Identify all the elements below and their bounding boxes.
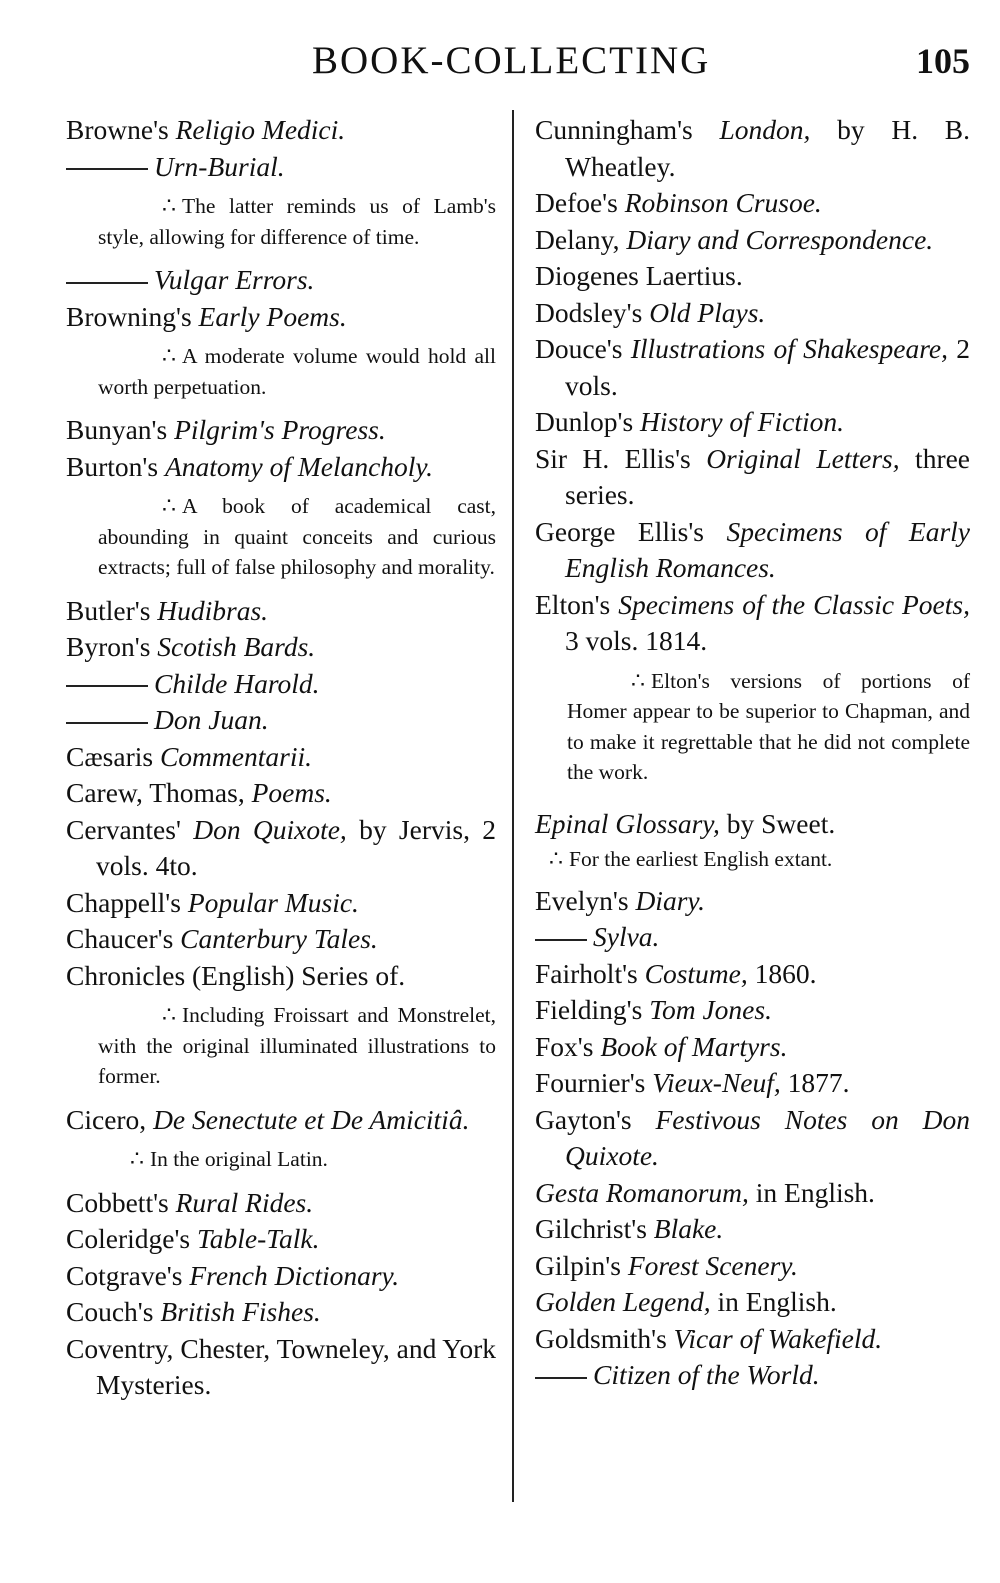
list-item: Golden Legend, in English.: [535, 1286, 837, 1317]
list-item: Sir H. Ellis's Original Letters, three series.: [535, 442, 971, 510]
left-column: [66, 112, 496, 1404]
list-item: Sylva.: [535, 919, 970, 956]
list-item: Chronicles (English) Series of.: [66, 959, 406, 991]
ditto-dash: [535, 939, 587, 941]
list-item: Burton's Anatomy of Melancholy.: [66, 450, 433, 482]
annotation-note: ∴ A book of academical cast, abounding in quaint conceits and curious extracts; full of false philosophy and morality.: [98, 493, 496, 579]
ditto-dash: [66, 168, 148, 170]
list-item: Browne's Religio Medici.: [66, 114, 346, 145]
list-item: Urn-Burial.: [66, 149, 496, 186]
list-item: Elton's Specimens of the Classic Poets, 3 vols. 1814.: [535, 588, 970, 656]
list-item: Childe Harold.: [66, 666, 496, 703]
list-item: Coventry, Chester, Towneley, and York Mysteries.: [66, 1332, 496, 1400]
list-item: Fournier's Vieux-Neuf, 1877.: [535, 1067, 850, 1098]
list-item: Dodsley's Old Plays.: [535, 296, 766, 328]
list-item: Epinal Glossary, by Sweet.: [535, 807, 836, 839]
right-column: [535, 112, 970, 1394]
list-item: Chappell's Popular Music.: [66, 886, 359, 918]
list-item: Butler's Hudibras.: [66, 594, 269, 626]
list-item: Browning's Early Poems.: [66, 300, 347, 332]
list-item: Chaucer's Canterbury Tales.: [66, 923, 378, 954]
list-item: Fielding's Tom Jones.: [535, 994, 772, 1025]
list-item: Couch's British Fishes.: [66, 1296, 321, 1327]
ditto-dash: [66, 282, 148, 284]
therefore-icon: ∴: [162, 493, 176, 518]
list-item: Douce's Illustrations of Shakespeare, 2 vols.: [535, 333, 970, 401]
list-item: Byron's Scotish Bards.: [66, 631, 316, 662]
list-item: Cæsaris Commentarii.: [66, 740, 312, 772]
ditto-dash: [66, 722, 148, 724]
list-item: Goldsmith's Vicar of Wakefield.: [535, 1322, 883, 1354]
list-item: Delany, Diary and Correspondence.: [535, 223, 934, 255]
annotation-note: ∴ The latter reminds us of Lamb's style, allowing for difference of time.: [98, 193, 496, 249]
therefore-icon: ∴: [549, 846, 563, 871]
list-item: Gilpin's Forest Scenery.: [535, 1249, 798, 1281]
list-item: Carew, Thomas, Poems.: [66, 777, 332, 808]
list-item: Evelyn's Diary.: [535, 884, 705, 916]
list-item: Cunningham's London, by H. B. Wheatley.: [535, 114, 970, 182]
list-item: Cervantes' Don Quixote, by Jervis, 2 vols. 4to.: [66, 813, 496, 881]
annotation-note: ∴ Including Froissart and Monstrelet, with the original illuminated illustrations to former.: [98, 1002, 496, 1088]
list-item: Citizen of the World.: [535, 1357, 970, 1394]
running-title: BOOK-COLLECTING: [312, 39, 711, 82]
list-item: Don Juan.: [66, 702, 496, 739]
list-item: George Ellis's Specimens of Early English Romances.: [535, 515, 971, 583]
list-item: Gilchrist's Blake.: [535, 1213, 724, 1244]
list-item: Coleridge's Table-Talk.: [66, 1223, 320, 1254]
ditto-dash: [66, 685, 148, 687]
annotation-note: ∴ For the earliest English extant.: [535, 844, 970, 875]
column-divider: [512, 110, 514, 1502]
therefore-icon: ∴: [130, 1146, 144, 1171]
list-item: Diogenes Laertius.: [535, 260, 743, 291]
list-item: Gayton's Festivous Notes on Don Quixote.: [535, 1103, 970, 1171]
list-item: Bunyan's Pilgrim's Progress.: [66, 414, 386, 445]
annotation-note: ∴ A moderate volume would hold all worth perpetuation.: [98, 343, 496, 399]
spacer: [535, 798, 970, 806]
list-item: Cicero, De Senectute et De Amicitiâ.: [66, 1103, 470, 1135]
list-item: Fairholt's Costume, 1860.: [535, 957, 817, 989]
list-item: Defoe's Robinson Crusoe.: [535, 187, 822, 218]
ditto-dash: [535, 1377, 587, 1379]
list-item: Dunlop's History of Fiction.: [535, 406, 844, 437]
page-header: [0, 36, 1000, 86]
therefore-icon: ∴: [162, 343, 176, 368]
list-item: Gesta Romanorum, in English.: [535, 1176, 875, 1208]
list-item: Fox's Book of Martyrs.: [535, 1030, 788, 1062]
therefore-icon: ∴: [631, 667, 645, 693]
list-item: Cotgrave's French Dictionary.: [66, 1259, 400, 1291]
list-item: Vulgar Errors.: [66, 262, 496, 299]
therefore-icon: ∴: [162, 193, 176, 218]
therefore-icon: ∴: [162, 1002, 176, 1027]
page-number: 105: [916, 41, 970, 81]
list-item: Cobbett's Rural Rides.: [66, 1186, 314, 1218]
annotation-note: ∴ Elton's versions of portions of Homer appear to be superior to Chapman, and to make it regrettable that he did not complete the work.: [567, 667, 970, 784]
annotation-note: ∴ In the original Latin.: [130, 1144, 496, 1175]
